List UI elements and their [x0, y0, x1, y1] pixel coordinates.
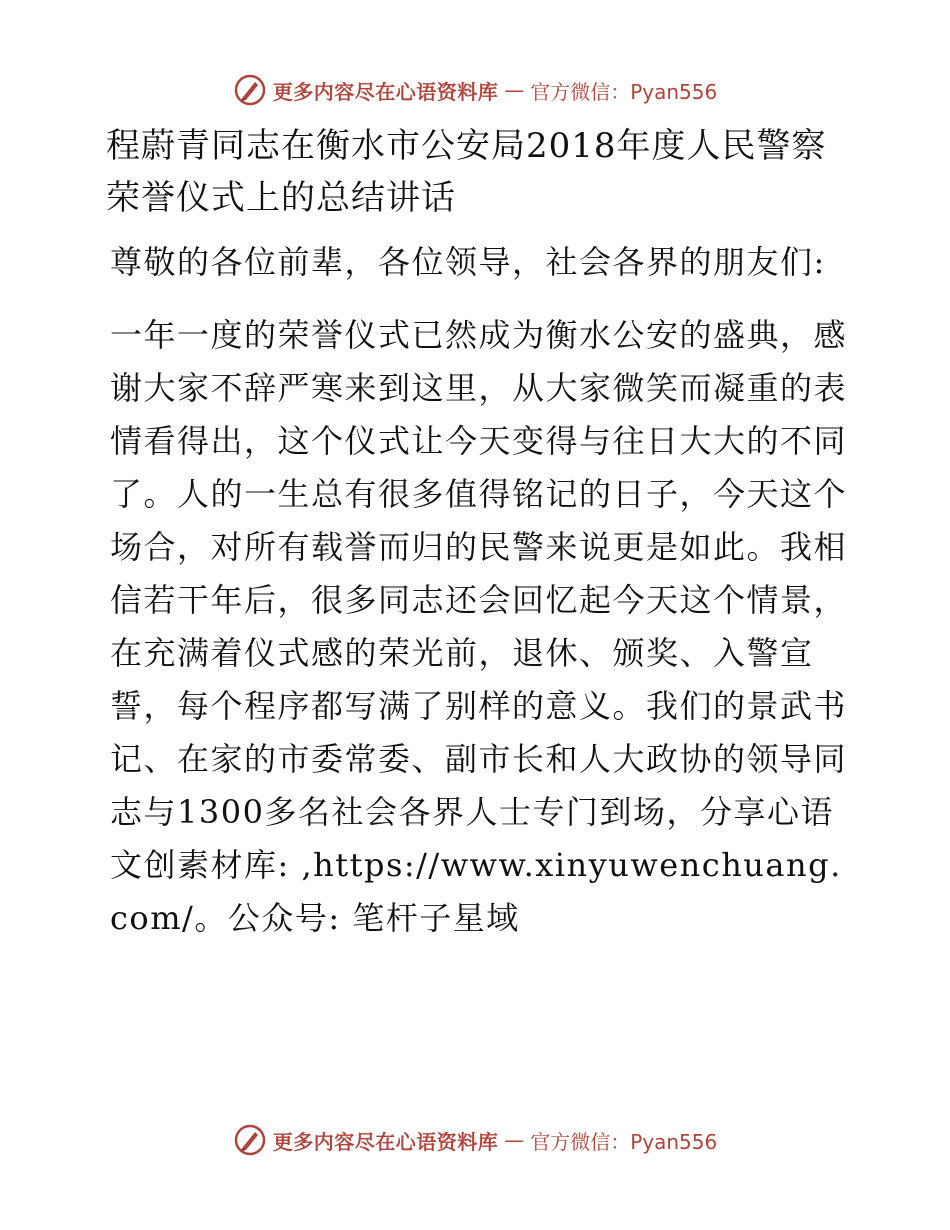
watermark-wechat: 官方微信：Pyan556 — [530, 1129, 718, 1154]
watermark-separator: — — [504, 78, 525, 102]
header-watermark — [0, 70, 950, 110]
watermark-separator: — — [504, 1128, 525, 1152]
watermark-text: 更多内容尽在心语资料库 — [272, 79, 499, 104]
pen-logo-icon — [233, 1123, 267, 1157]
document-body — [96, 120, 856, 965]
watermark-text: 更多内容尽在心语资料库 — [272, 1129, 499, 1154]
document-title: 程蔚青同志在衡水市公安局2018年度人民警察荣誉仪式上的总结讲话 — [106, 126, 827, 218]
footer-watermark — [0, 1120, 950, 1160]
pen-logo-icon — [233, 73, 267, 107]
watermark-wechat: 官方微信：Pyan556 — [530, 79, 718, 104]
greeting-paragraph: 尊敬的各位前辈，各位领导，社会各界的朋友们: — [110, 243, 826, 281]
body-paragraph: 一年一度的荣誉仪式已然成为衡水公安的盛典，感谢大家不辞严寒来到这里，从大家微笑而凝重的表情看得出，这个仪式让今天变得与往日大大的不同了。人的一生总有很多值得铭记的日子，今天这个场合，对所有载誉而归的民警来说更是如此。我相信若干年后，很多同志还会回忆起今天这个情景，在充满着仪式感的荣光前，退休、颁奖、入警宣誓，每个程序都写满了别样的意义。我们的景武书记、在家的市委常委、副市长和人大政协的领导同志与1300多名社会各界人士专门到场，分享心语文创素材库: ,https://www.xinyuwenchuang.com/。公众号: 笔杆子星域 — [110, 316, 848, 937]
